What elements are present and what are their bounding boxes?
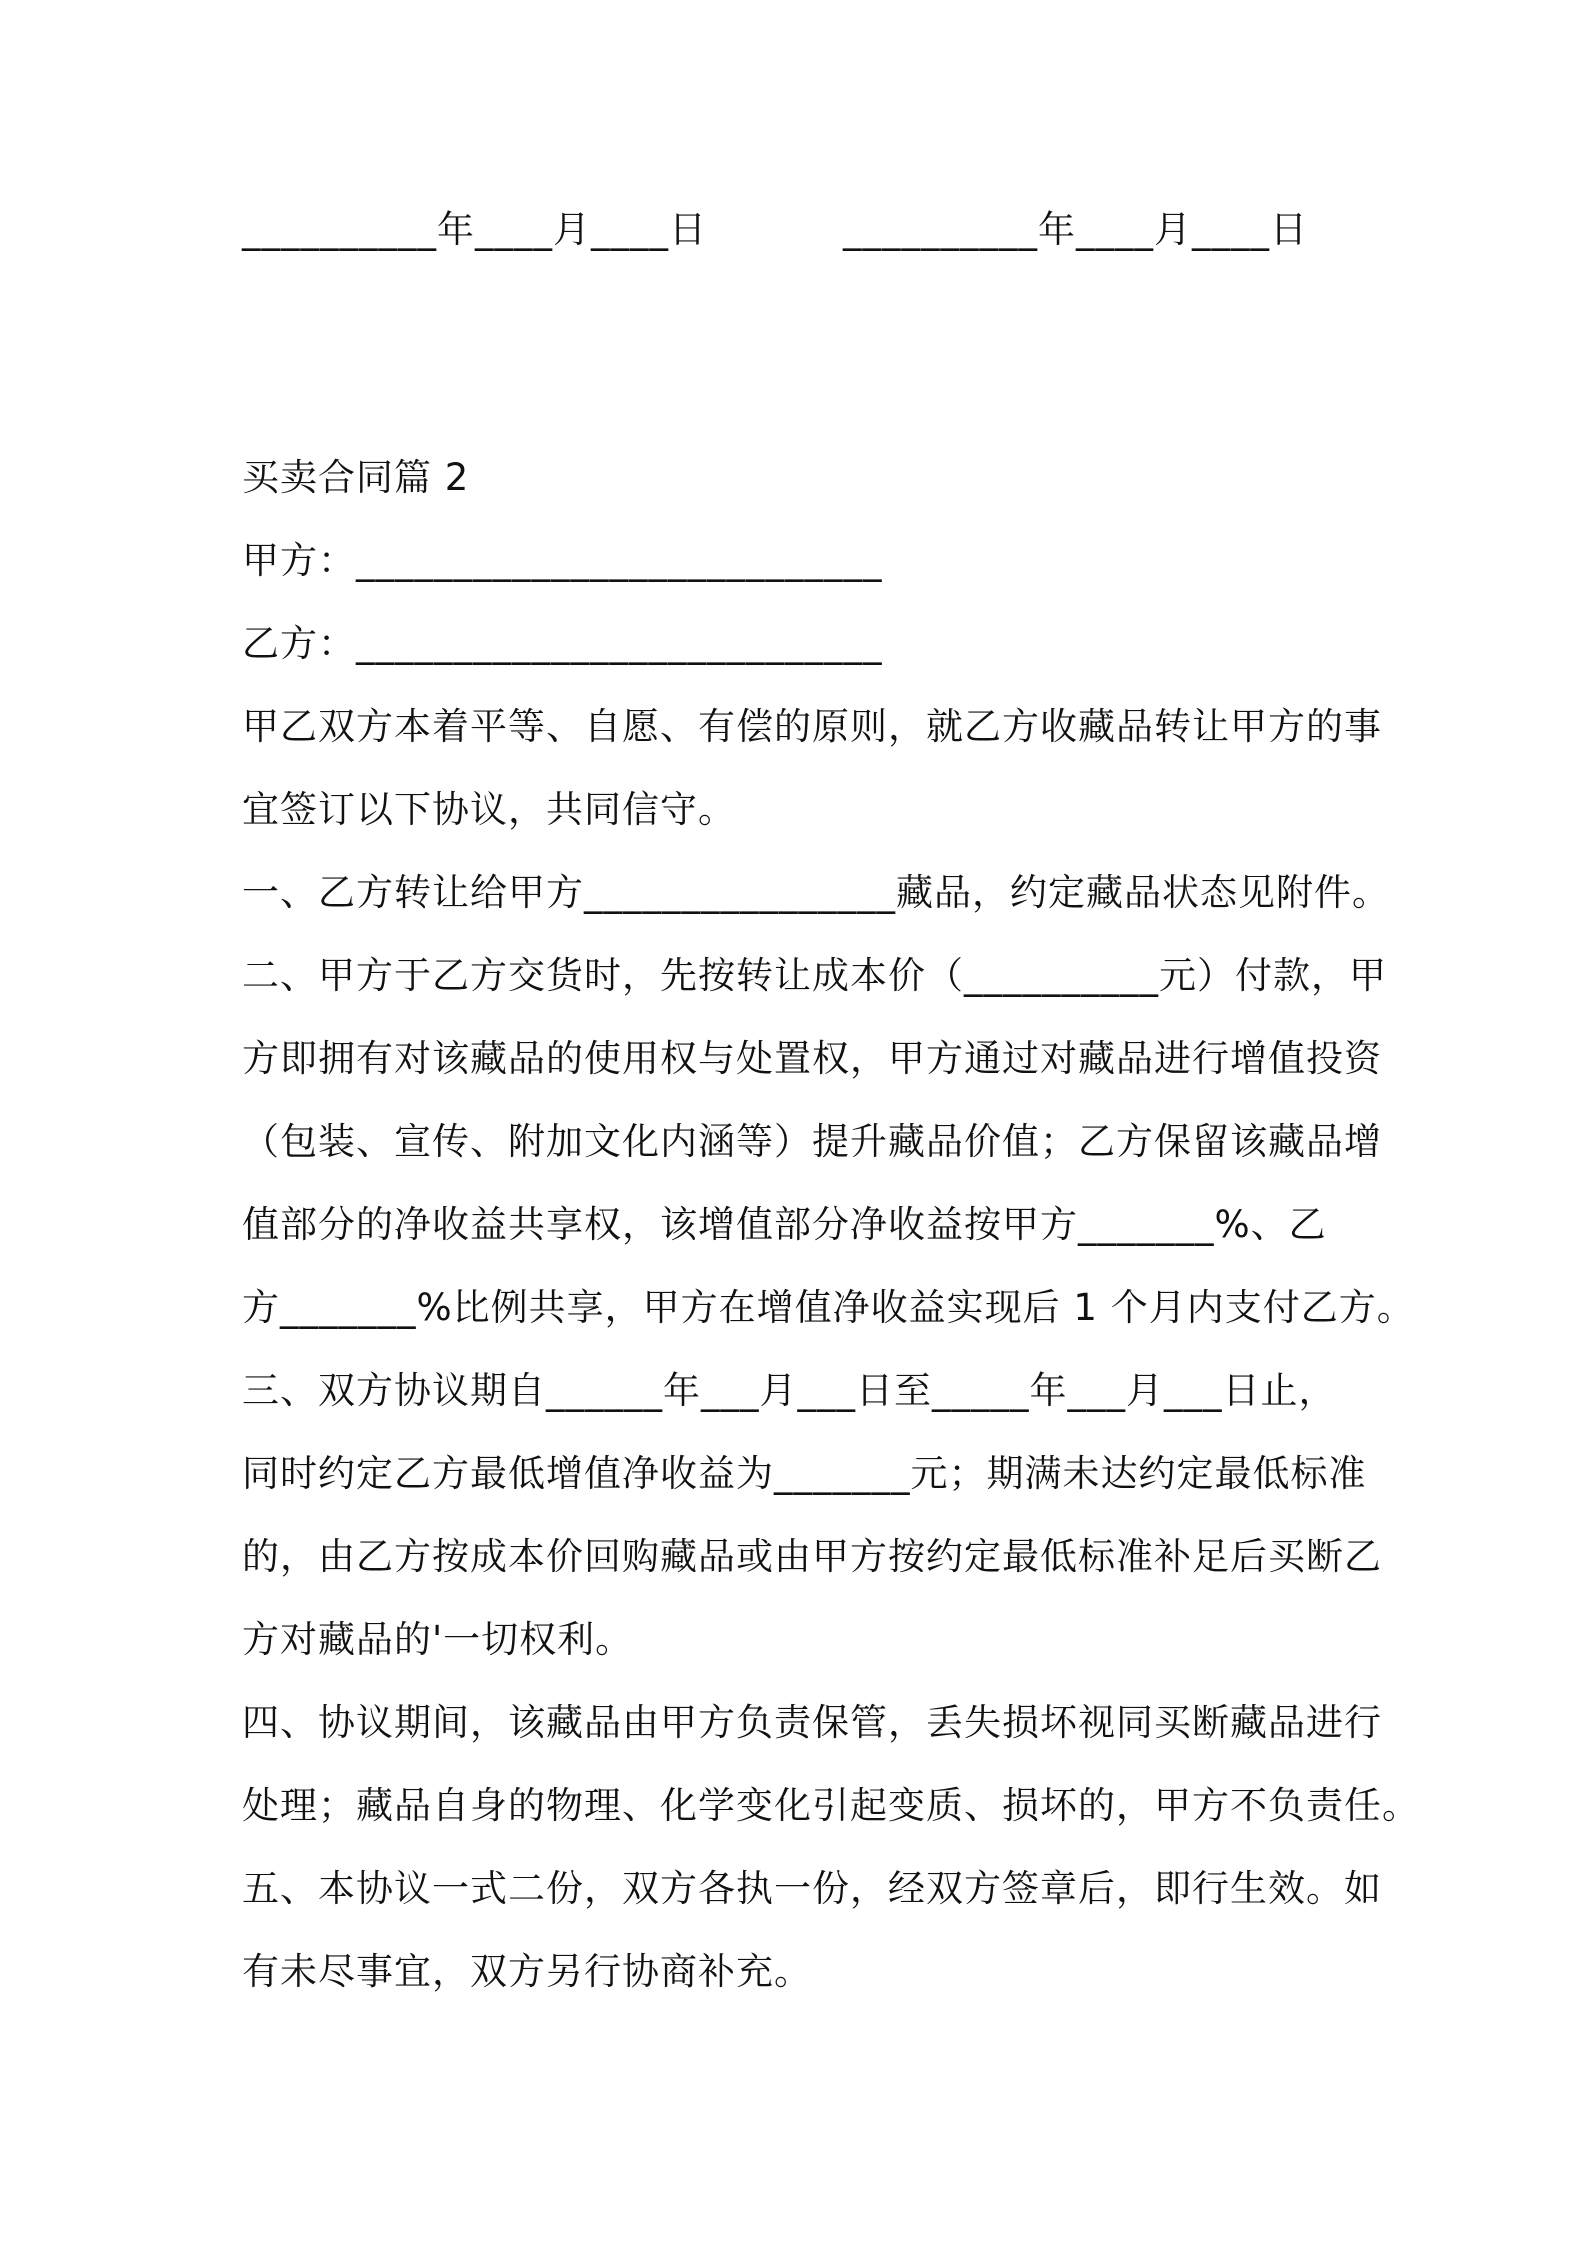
body-line: 方_______%比例共享，甲方在增值净收益实现后 1 个月内支付乙方。 — [242, 1286, 1415, 1329]
body-line: 处理；藏品自身的物理、化学变化引起变质、损坏的，甲方不负责任。 — [242, 1784, 1420, 1827]
body-line: 有未尽事宜，双方另行协商补充。 — [242, 1950, 812, 1993]
body-line: 甲乙双方本着平等、自愿、有偿的原则，就乙方收藏品转让甲方的事 — [242, 705, 1382, 748]
party-b-line: 乙方：___________________________ — [242, 622, 883, 665]
signature-date-left: __________年____月____日 — [242, 208, 707, 251]
body-line: （包装、宣传、附加文化内涵等）提升藏品价值；乙方保留该藏品增 — [242, 1120, 1382, 1163]
party-a-line: 甲方：___________________________ — [242, 539, 883, 582]
signature-date-right: __________年____月____日 — [843, 208, 1308, 251]
clause-5: 五、本协议一式二份，双方各执一份，经双方签章后，即行生效。如 — [242, 1867, 1382, 1910]
body-line: 的，由乙方按成本价回购藏品或由甲方按约定最低标准补足后买断乙 — [242, 1535, 1382, 1578]
body-line: 方即拥有对该藏品的使用权与处置权，甲方通过对藏品进行增值投资 — [242, 1037, 1382, 1080]
body-line: 同时约定乙方最低增值净收益为_______元；期满未达约定最低标准 — [242, 1452, 1367, 1495]
body-line: 值部分的净收益共享权，该增值部分净收益按甲方_______%、乙 — [242, 1203, 1327, 1246]
clause-3: 三、双方协议期自______年___月___日至_____年___月___日止， — [242, 1369, 1337, 1412]
section-title: 买卖合同篇 2 — [242, 456, 470, 499]
clause-1: 一、乙方转让给甲方________________藏品，约定藏品状态见附件。 — [242, 871, 1390, 914]
clause-2: 二、甲方于乙方交货时，先按转让成本价（__________元）付款，甲 — [242, 954, 1387, 997]
body-line: 方对藏品的'一切权利。 — [242, 1618, 634, 1661]
clause-4: 四、协议期间，该藏品由甲方负责保管，丢失损坏视同买断藏品进行 — [242, 1701, 1382, 1744]
body-line: 宜签订以下协议，共同信守。 — [242, 788, 736, 831]
